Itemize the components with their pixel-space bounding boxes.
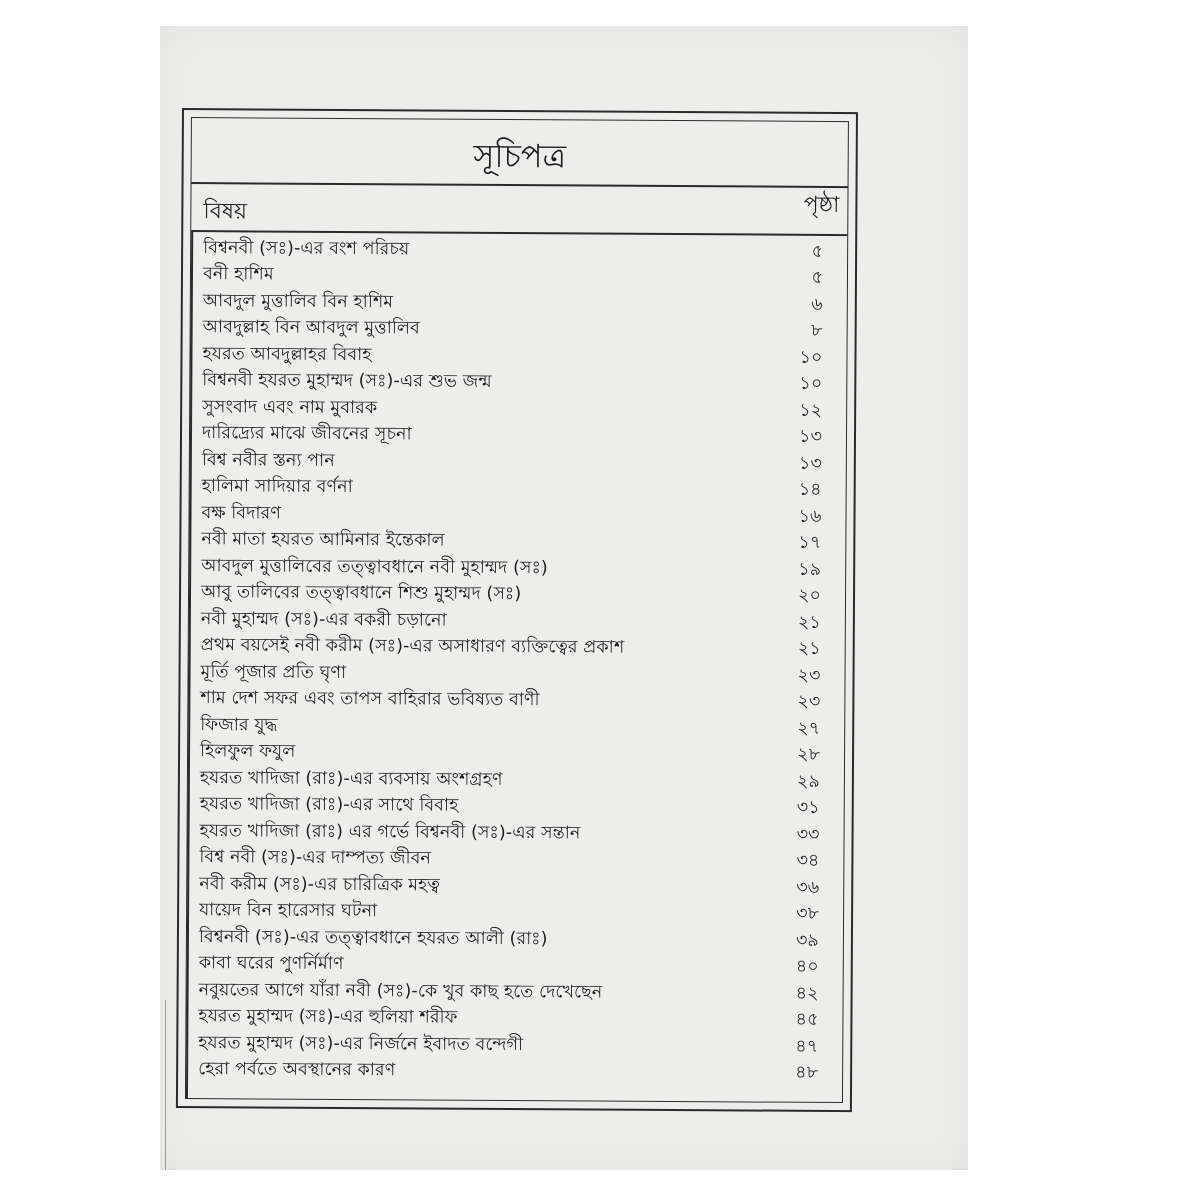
- toc-entry-page: ৩৬: [796, 877, 820, 898]
- toc-entry-topic: বিশ্বনবী হযরত মুহাম্মদ (সঃ)-এর শুভ জন্ম: [202, 370, 492, 393]
- toc-entry: [188, 687, 844, 718]
- toc-entry-page: ১৭: [798, 533, 822, 554]
- toc-entry-page: ৩১: [796, 798, 820, 819]
- toc-entry-topic: হযরত খাদিজা (রাঃ)-এর ব্যবসায় অংশগ্রহণ: [199, 767, 503, 790]
- toc-entry-page: ৩৯: [795, 930, 819, 951]
- toc-entry-topic: আবদুল্লাহ বিন আবদুল মুত্তালিব: [202, 317, 420, 339]
- toc-entry-page: ২০: [798, 586, 822, 607]
- toc-entry-topic: বিশ্বনবী (সঃ)-এর বংশ পরিচয়: [203, 237, 410, 260]
- toc-entry-topic: নবুয়তের আগে যাঁরা নবী (সঃ)-কে খুব কাছ হতে দেখেছেন: [198, 979, 603, 1003]
- toc-entry-page: ১০: [799, 374, 823, 395]
- toc-entry-page: ৪৫: [795, 1010, 819, 1031]
- toc-entry-topic: শাম দেশ সফর এবং তাপস বাহিরার ভবিষ্যত বাণী: [200, 688, 540, 711]
- toc-entry-topic: নবী মুহাম্মদ (সঃ)-এর বকরী চড়ানো: [200, 608, 447, 631]
- toc-entry-topic: আবু তালিবের তত্ত্বাবধানে শিশু মুহাম্মদ (সঃ): [200, 582, 522, 605]
- page-column-header: পৃষ্ঠা: [803, 192, 840, 219]
- toc-entry-page: ১২: [799, 400, 823, 421]
- toc-entry-topic: মূর্তি পূজার প্রতি ঘৃণা: [200, 661, 347, 683]
- subject-column-header: বিষয়: [203, 199, 248, 225]
- toc-entry-topic: হালিমা সাদিয়ার বর্ণনা: [201, 476, 353, 498]
- page-edge-line: [165, 1000, 166, 1170]
- toc-entry-page: ৩৩: [796, 824, 820, 845]
- toc-entry-page: ৪৭: [795, 1036, 819, 1057]
- table-of-contents: [176, 108, 858, 1112]
- toc-entry-topic: হিলফুল ফযুল: [200, 741, 296, 762]
- toc-entry-topic: প্রথম বয়সেই নবী করীম (সঃ)-এর অসাধারণ ব্যক্তিত্বের প্রকাশ: [200, 635, 625, 658]
- toc-entry-page: ২১: [797, 612, 821, 633]
- toc-entry-topic: আবদুল মুত্তালিব বিন হাশিম: [202, 290, 394, 313]
- toc-entry-topic: হযরত মুহাম্মদ (সঃ)-এর হুলিয়া শরীফ: [198, 1006, 458, 1028]
- toc-entry-page: ২৭: [797, 718, 821, 739]
- toc-entry-page: ২৩: [797, 692, 821, 713]
- toc-entry-page: ১৩: [799, 427, 823, 448]
- toc-entry-topic: যায়েদ বিন হারেসার ঘটনা: [199, 900, 378, 922]
- toc-entry-topic: বিশ্ব নবীর স্তন্য পান: [201, 449, 335, 471]
- toc-entry-topic: আবদুল মুত্তালিবের তত্ত্বাবধানে নবী মুহাম্মদ (সঃ): [201, 555, 548, 578]
- toc-entry-page: ২৯: [796, 771, 820, 792]
- toc-entry-topic: হযরত মুহাম্মদ (সঃ)-এর নির্জনে ইবাদত বন্দেগী: [198, 1032, 524, 1055]
- toc-entry-page: ৫: [811, 268, 824, 289]
- toc-entry-page: ৪৮: [795, 1063, 819, 1084]
- toc-entry-page: ১৩: [798, 453, 822, 474]
- toc-entry-page: ৪০: [795, 957, 819, 978]
- toc-entries: [186, 236, 847, 1088]
- toc-entry-topic: হযরত আবদুল্লাহর বিবাহ: [202, 343, 372, 365]
- toc-entry-page: ৪২: [795, 983, 819, 1004]
- toc-entry-page: ১৯: [798, 559, 822, 580]
- toc-entry-page: ৫: [811, 241, 824, 262]
- toc-entry-page: ১৬: [798, 506, 822, 527]
- toc-entry: [190, 475, 846, 506]
- toc-entry-page: ৩৪: [796, 851, 820, 872]
- toc-inner-border: [185, 117, 849, 1103]
- toc-entry-page: ২১: [797, 639, 821, 660]
- toc-entry-topic: কাবা ঘরের পুণর্নির্মাণ: [198, 953, 344, 975]
- toc-entry-page: ১৪: [798, 480, 822, 501]
- toc-entry-topic: হেরা পর্বতে অবস্থানের কারণ: [198, 1059, 396, 1081]
- toc-entry-page: ২৩: [797, 665, 821, 686]
- toc-entry-page: ৩৮: [796, 904, 820, 925]
- toc-entry-page: ৮: [811, 321, 823, 342]
- toc-title: সূচিপত্র: [473, 136, 567, 176]
- toc-entry-topic: বিশ্বনবী (সঃ)-এর তত্ত্বাবধানে হযরত আলী (রাঃ): [198, 926, 548, 949]
- toc-entry-topic: সুসংবাদ এবং নাম মুবারক: [202, 396, 378, 418]
- toc-entry: [186, 1058, 842, 1089]
- toc-entry-topic: নবী করীম (সঃ)-এর চারিত্রিক মহত্ব: [199, 873, 440, 896]
- toc-entry-topic: হযরত খাদিজা (রাঃ)-এর সাথে বিবাহ: [199, 794, 459, 816]
- toc-entry-topic: বনী হাশিম: [202, 264, 274, 285]
- toc-entry-page: ৬: [811, 294, 823, 315]
- toc-entry-topic: নবী মাতা হযরত আমিনার ইন্তেকাল: [201, 529, 445, 551]
- toc-entry-topic: ফিজার যুদ্ধ: [200, 714, 278, 736]
- toc-entry-topic: বক্ষ বিদারণ: [201, 502, 281, 524]
- toc-entry: [191, 236, 847, 267]
- toc-entry-page: ২৮: [797, 745, 821, 766]
- toc-entry-topic: দারিদ্র্যের মাঝে জীবনের সূচনা: [201, 423, 412, 445]
- toc-entry-page: ১০: [799, 347, 823, 368]
- toc-entry-topic: বিশ্ব নবী (সঃ)-এর দাম্পত্য জীবন: [199, 847, 432, 869]
- toc-entry-topic: হযরত খাদিজা (রাঃ) এর গর্ভে বিশ্বনবী (সঃ)-এর সন্তান: [199, 820, 581, 844]
